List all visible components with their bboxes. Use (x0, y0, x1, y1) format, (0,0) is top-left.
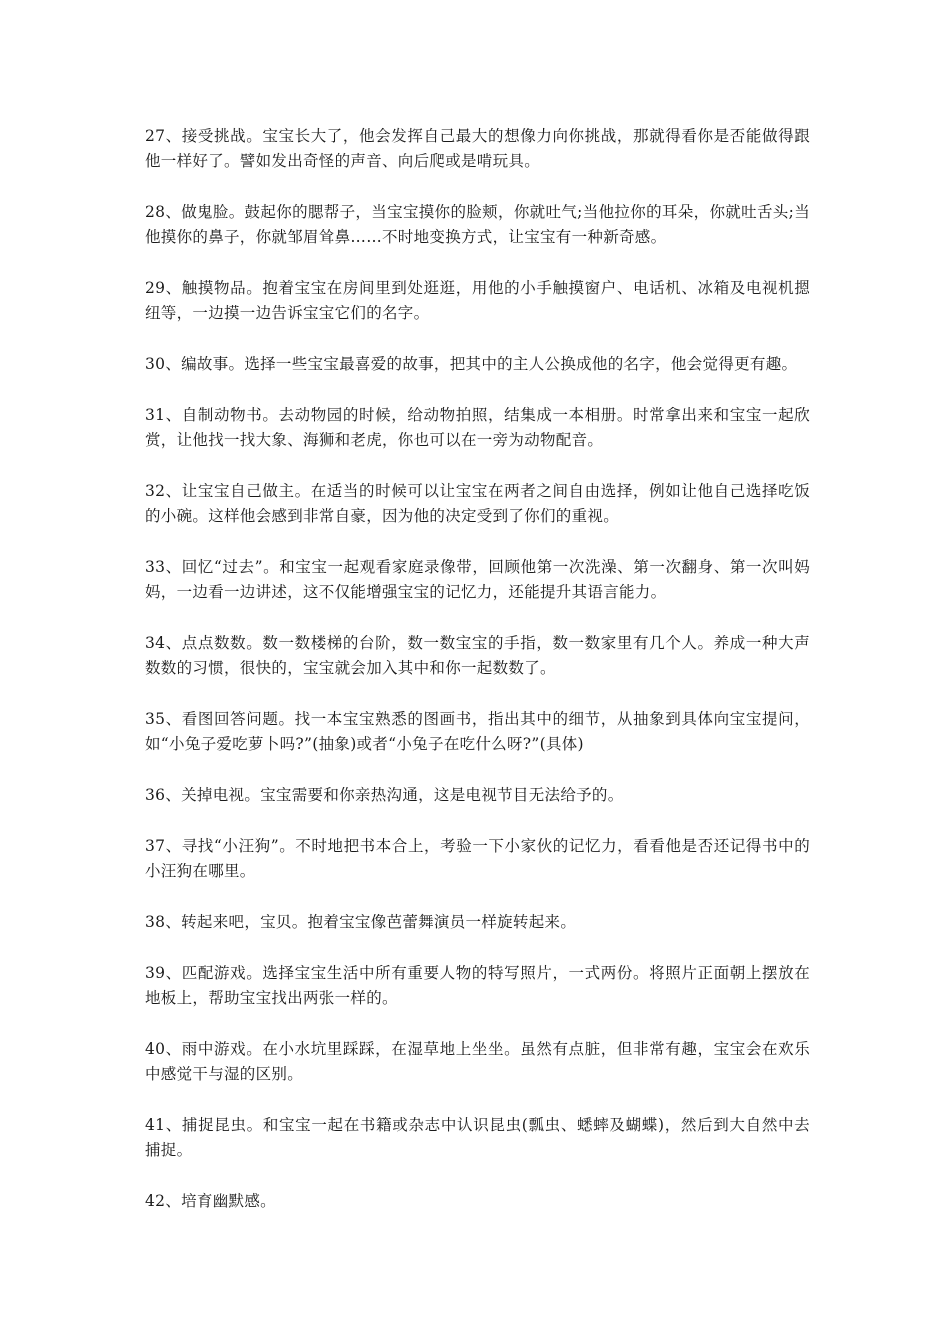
paragraph-40: 40、雨中游戏。在小水坑里踩踩，在湿草地上坐坐。虽然有点脏，但非常有趣，宝宝会在欢乐中感觉干与湿的区别。 (145, 1040, 810, 1083)
paragraph-32: 32、让宝宝自己做主。在适当的时候可以让宝宝在两者之间自由选择，例如让他自己选择吃饭的小碗。这样他会感到非常自豪，因为他的决定受到了你们的重视。 (145, 482, 810, 525)
paragraph-27: 27、接受挑战。宝宝长大了，他会发挥自己最大的想像力向你挑战，那就得看你是否能做得跟他一样好了。譬如发出奇怪的声音、向后爬或是啃玩具。 (145, 127, 810, 170)
paragraph-33: 33、回忆“过去”。和宝宝一起观看家庭录像带，回顾他第一次洗澡、第一次翻身、第一次叫妈妈，一边看一边讲述，这不仅能增强宝宝的记忆力，还能提升其语言能力。 (145, 558, 810, 601)
paragraph-35: 35、看图回答问题。找一本宝宝熟悉的图画书，指出其中的细节，从抽象到具体向宝宝提问，如“小兔子爱吃萝卜吗?”(抽象)或者“小兔子在吃什么呀?”(具体) (145, 710, 810, 753)
paragraph-36: 36、关掉电视。宝宝需要和你亲热沟通，这是电视节目无法给予的。 (145, 786, 624, 804)
paragraph-31: 31、自制动物书。去动物园的时候，给动物拍照，结集成一本相册。时常拿出来和宝宝一起欣赏，让他找一找大象、海狮和老虎，你也可以在一旁为动物配音。 (145, 406, 810, 449)
paragraph-37: 37、寻找“小汪狗”。不时地把书本合上，考验一下小家伙的记忆力，看看他是否还记得书中的小汪狗在哪里。 (145, 837, 810, 880)
paragraph-30: 30、编故事。选择一些宝宝最喜爱的故事，把其中的主人公换成他的名字，他会觉得更有趣。 (145, 355, 798, 373)
paragraph-41: 41、捕捉昆虫。和宝宝一起在书籍或杂志中认识昆虫(瓢虫、蟋蟀及蝴蝶)，然后到大自然中去捕捉。 (145, 1116, 810, 1159)
paragraph-28: 28、做鬼脸。鼓起你的腮帮子，当宝宝摸你的脸颊，你就吐气;当他拉你的耳朵，你就吐舌头;当他摸你的鼻子，你就邹眉耸鼻……不时地变换方式，让宝宝有一种新奇感。 (145, 203, 810, 246)
paragraph-29: 29、触摸物品。抱着宝宝在房间里到处逛逛，用他的小手触摸窗户、电话机、冰箱及电视机摁纽等，一边摸一边告诉宝宝它们的名字。 (145, 279, 810, 322)
document-body (145, 124, 810, 1240)
paragraph-38: 38、转起来吧，宝贝。抱着宝宝像芭蕾舞演员一样旋转起来。 (145, 913, 577, 931)
paragraph-42: 42、培育幽默感。 (145, 1192, 276, 1210)
paragraph-34: 34、点点数数。数一数楼梯的台阶，数一数宝宝的手指，数一数家里有几个人。养成一种大声数数的习惯，很快的，宝宝就会加入其中和你一起数数了。 (145, 634, 810, 677)
paragraph-39: 39、匹配游戏。选择宝宝生活中所有重要人物的特写照片，一式两份。将照片正面朝上摆放在地板上，帮助宝宝找出两张一样的。 (145, 964, 810, 1007)
